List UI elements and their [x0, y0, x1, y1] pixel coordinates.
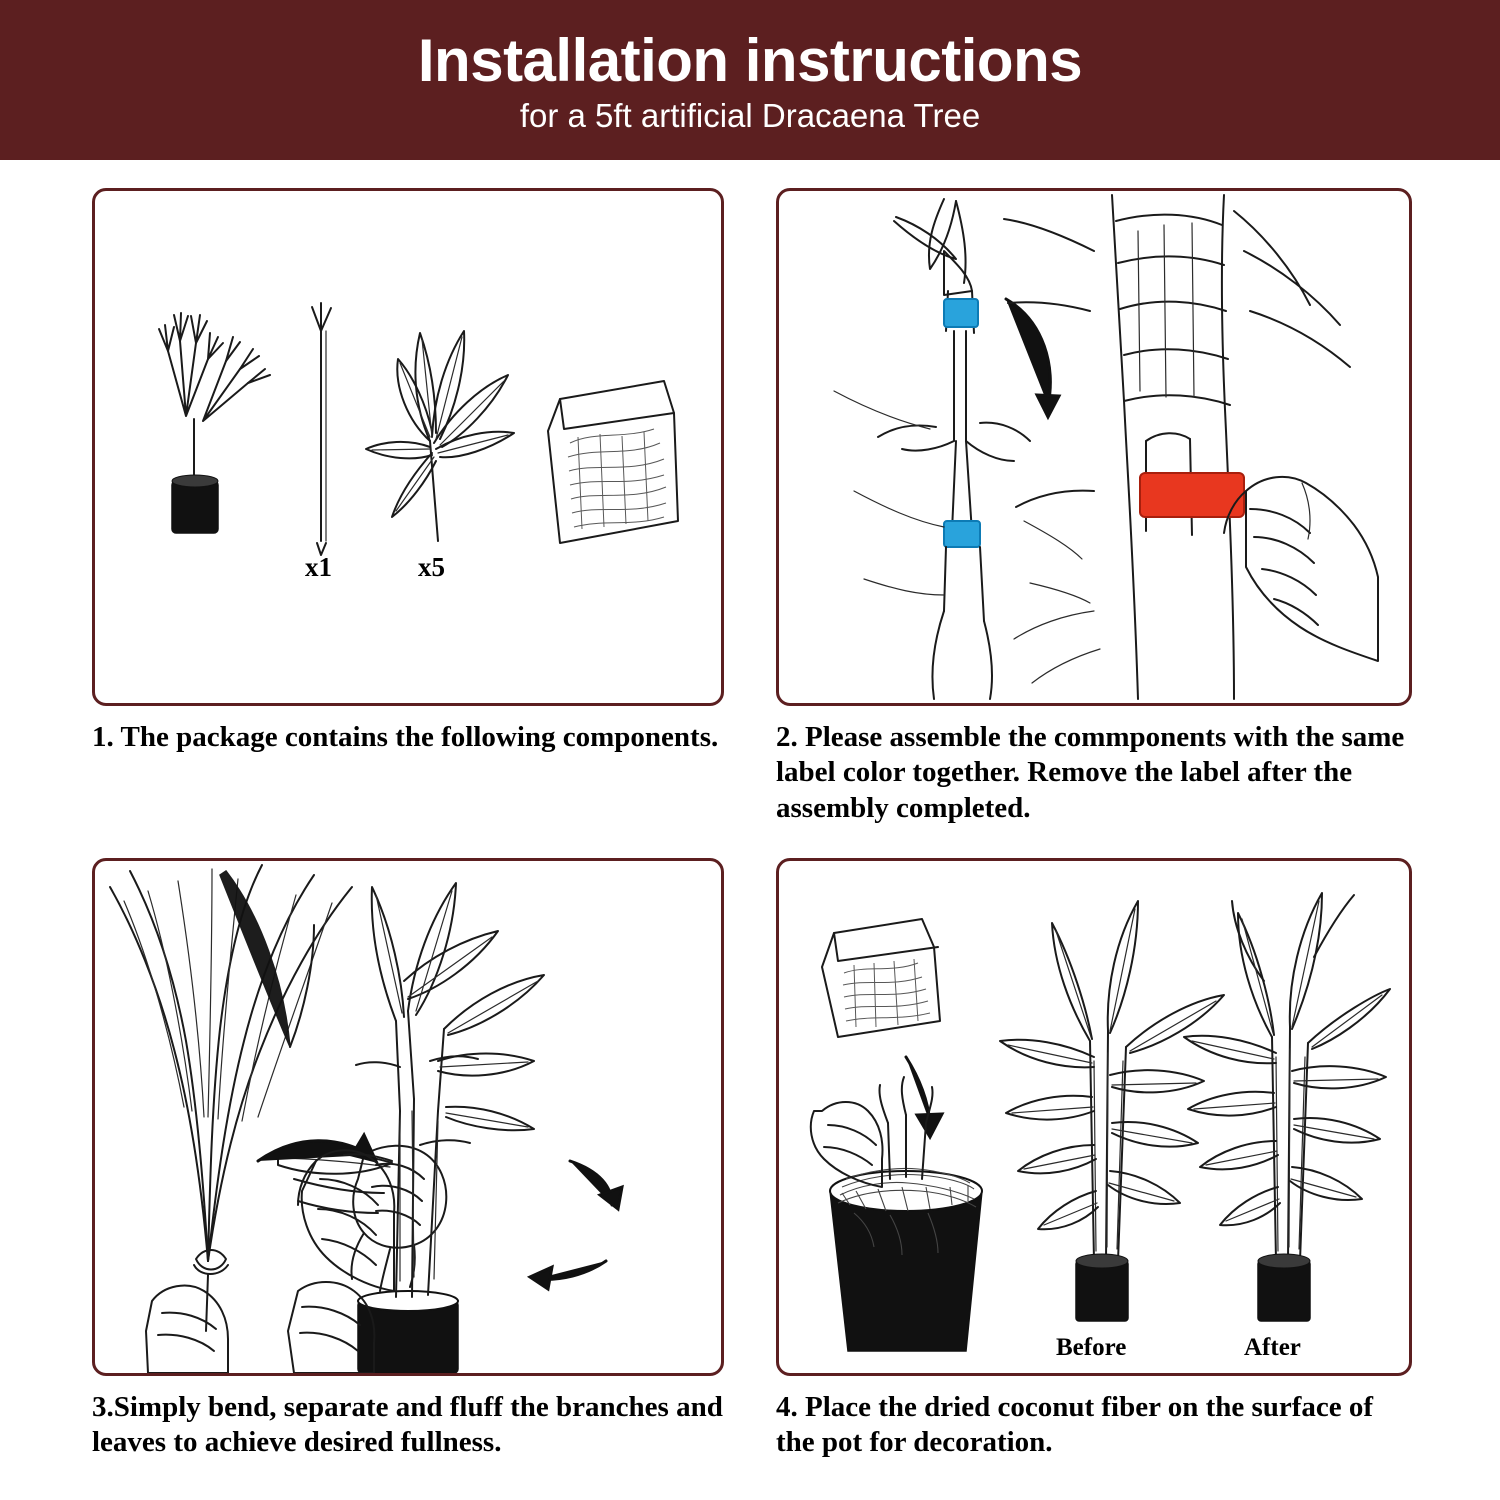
step-1-cell — [0, 160, 750, 830]
potted-base-sketch — [159, 313, 270, 533]
step-1-panel — [92, 188, 724, 706]
after-tree-sketch — [1184, 893, 1390, 1321]
fluff-arrow — [530, 1161, 622, 1289]
step-4-illustration — [779, 861, 1409, 1373]
after-label: After — [1244, 1334, 1301, 1361]
step-3-cell — [0, 830, 750, 1500]
leaf-cluster-sketch — [366, 331, 514, 541]
single-stem-sketch — [312, 303, 331, 555]
separate-leaf-hand-sketch — [278, 1146, 446, 1291]
step-2-illustration — [779, 191, 1409, 703]
bend-arrow — [258, 1135, 376, 1161]
step-4-caption: 4. Place the dried coconut fiber on the surface of the pot for decoration. — [776, 1391, 1374, 1459]
steps-grid — [0, 160, 1500, 1500]
header-banner — [0, 0, 1500, 160]
branch-insert-sketch — [834, 199, 1090, 699]
step-1-caption: 1. The package contains the following components. — [92, 721, 719, 753]
blue-label — [944, 299, 978, 327]
fiber-pour-arrow — [906, 1057, 942, 1137]
step-2-cell — [750, 160, 1500, 830]
blue-label-lower — [944, 521, 980, 547]
step-4-cell — [750, 830, 1500, 1500]
leaf-cluster-quantity-label: x5 — [418, 552, 445, 582]
step-3-panel — [92, 858, 724, 1376]
step-3-illustration — [95, 861, 721, 1373]
step-2-panel — [776, 188, 1412, 706]
pot-with-fiber-sketch — [811, 1077, 982, 1351]
insert-arrow — [1006, 299, 1059, 417]
red-label — [1140, 473, 1244, 517]
trunk-label-removal-sketch — [1004, 195, 1378, 699]
fiber-bag-sketch — [548, 381, 678, 543]
step-2-caption: 2. Please assemble the commponents with the same label color together. Remove the label after the assembly completed. — [776, 721, 1405, 824]
step-3-caption: 3.Simply bend, separate and fluff the branches and leaves to achieve desired fullness. — [92, 1391, 723, 1459]
stem-quantity-label: x1 — [305, 552, 332, 582]
page-title: Installation instructions — [417, 26, 1083, 94]
before-label: Before — [1056, 1334, 1127, 1361]
step-4-panel — [776, 858, 1412, 1376]
before-tree-sketch — [1000, 901, 1224, 1321]
step-1-illustration — [95, 191, 721, 703]
fluff-pot-sketch — [288, 883, 544, 1373]
page-subtitle: for a 5ft artificial Dracaena Tree — [519, 97, 981, 135]
bend-leaves-sketch — [110, 865, 352, 1373]
fiber-bag-sketch-2 — [822, 919, 940, 1037]
